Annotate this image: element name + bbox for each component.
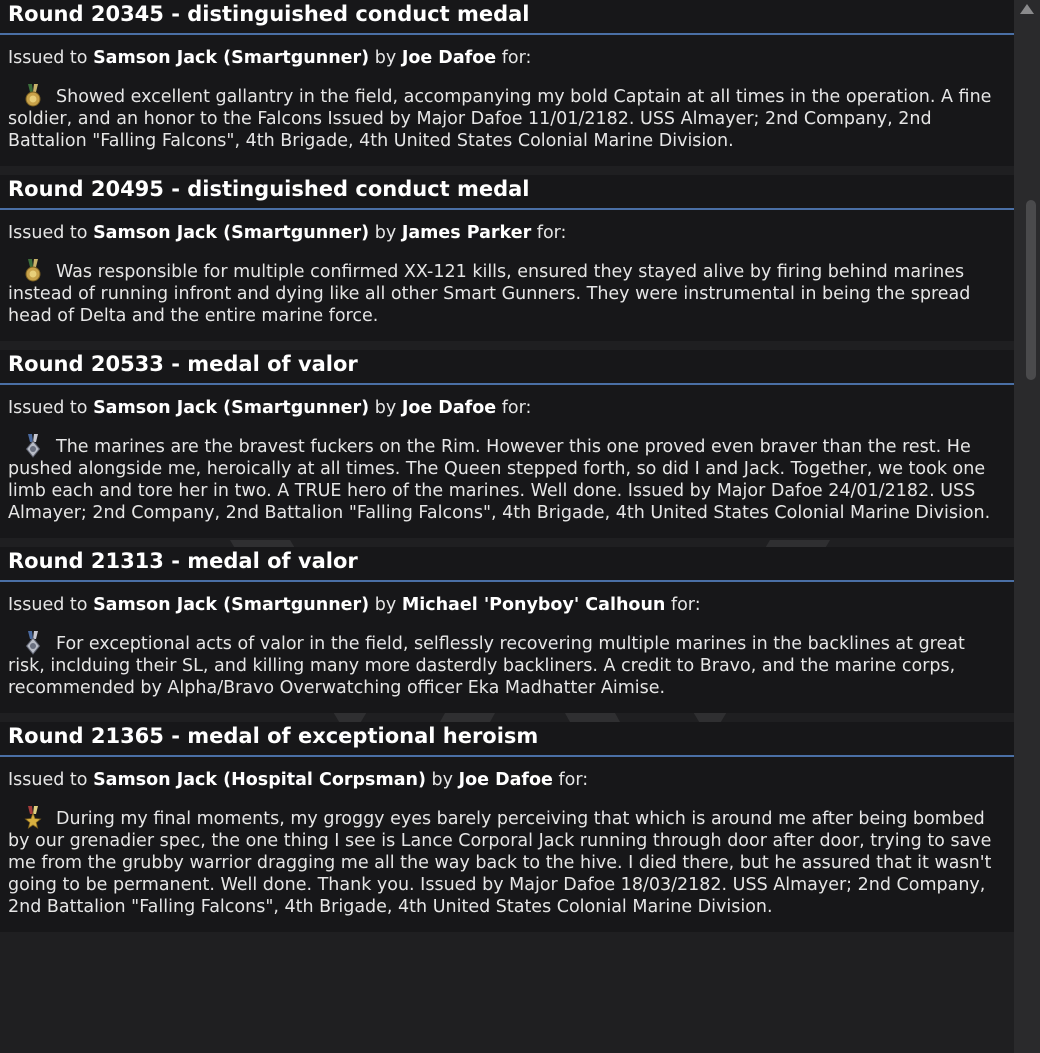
- medal-entry: [0, 0, 1014, 166]
- medal-entry: [0, 175, 1014, 341]
- issued-line: [0, 385, 1014, 419]
- silver-medal-icon: [22, 631, 44, 655]
- issuer-name: Michael 'Ponyboy' Calhoun: [401, 595, 666, 615]
- issuer-name: James Parker: [401, 223, 532, 243]
- for-label: for:: [536, 223, 567, 243]
- for-label: for:: [501, 48, 532, 68]
- scrollbar-thumb[interactable]: [1026, 200, 1036, 380]
- citation-text: Showed excellent gallantry in the field, accompanying my bold Captain at all times in the operation. A fine soldier, and an honor to the Falcons Issued by Major Dafoe 11/01/2182. USS Almayer; 2nd Company, 2nd Battalion "Falling Falcons", 4th Brigade, 4th United States Colonial Marine Division.: [0, 69, 1014, 166]
- issued-to-label: Issued to: [8, 595, 88, 615]
- recipient-name: Samson Jack (Hospital Corpsman): [93, 770, 426, 790]
- medal-title: Round 21365 - medal of exceptional heroism: [0, 722, 1014, 757]
- issued-to-label: Issued to: [8, 48, 88, 68]
- for-label: for:: [558, 770, 589, 790]
- gold-star-medal-icon: [22, 806, 44, 830]
- citation-text: During my final moments, my groggy eyes barely perceiving that which is around me after being bombed by our grenadier spec, the one thing I see is Lance Corporal Jack running through door after door, trying to save me from the grubby warrior dragging me all the way back to the hive. I died there, but he assured that it wasn't going to be permanent. Well done. Thank you. Issued by Major Dafoe 18/03/2182. USS Almayer; 2nd Company, 2nd Battalion "Falling Falcons", 4th Brigade, 4th United States Colonial Marine Division.: [0, 791, 1014, 932]
- medal-title: Round 20495 - distinguished conduct medal: [0, 175, 1014, 210]
- recipient-name: Samson Jack (Smartgunner): [93, 223, 370, 243]
- by-label: by: [374, 398, 397, 418]
- citation-text: For exceptional acts of valor in the field, selflessly recovering multiple marines in the backlines at great risk, inclduing their SL, and killing many more dasterdly backliners. A credit to Bravo, and the marine corps, recommended by Alpha/Bravo Overwatching officer Eka Madhatter Aimise.: [0, 616, 1014, 713]
- issuer-name: Joe Dafoe: [458, 770, 553, 790]
- issued-line: [0, 210, 1014, 244]
- by-label: by: [374, 595, 397, 615]
- medal-entry: [0, 350, 1014, 538]
- issued-line: [0, 35, 1014, 69]
- gold-medal-icon: [22, 259, 44, 283]
- issued-to-label: Issued to: [8, 398, 88, 418]
- by-label: by: [374, 48, 397, 68]
- medal-entry: [0, 547, 1014, 713]
- issued-to-label: Issued to: [8, 223, 88, 243]
- issued-line: [0, 757, 1014, 791]
- gold-medal-icon: [22, 84, 44, 108]
- medal-title: Round 21313 - medal of valor: [0, 547, 1014, 582]
- citation-text: Was responsible for multiple confirmed XX-121 kills, ensured they stayed alive by firing behind marines instead of running infront and dying like all other Smart Gunners. They were instrumental in being the spread head of Delta and the entire marine force.: [0, 244, 1014, 341]
- medal-title: Round 20345 - distinguished conduct medal: [0, 0, 1014, 35]
- medal-title: Round 20533 - medal of valor: [0, 350, 1014, 385]
- citation-text: The marines are the bravest fuckers on the Rim. However this one proved even braver than the rest. He pushed alongside me, heroically at all times. The Queen stepped forth, so did I and Jack. Together, we took one limb each and tore her in two. A TRUE hero of the marines. Well done. Issued by Major Dafoe 24/01/2182. USS Almayer; 2nd Company, 2nd Battalion "Falling Falcons", 4th Brigade, 4th United States Colonial Marine Division.: [0, 419, 1014, 538]
- vertical-scrollbar[interactable]: [1014, 0, 1040, 1053]
- for-label: for:: [670, 595, 701, 615]
- recipient-name: Samson Jack (Smartgunner): [93, 398, 370, 418]
- scroll-up-arrow-icon[interactable]: [1020, 4, 1034, 14]
- recipient-name: Samson Jack (Smartgunner): [93, 48, 370, 68]
- issued-to-label: Issued to: [8, 770, 88, 790]
- recipient-name: Samson Jack (Smartgunner): [93, 595, 370, 615]
- silver-medal-icon: [22, 434, 44, 458]
- issued-line: [0, 582, 1014, 616]
- medal-entry: [0, 722, 1014, 932]
- by-label: by: [374, 223, 397, 243]
- issuer-name: Joe Dafoe: [401, 48, 497, 68]
- by-label: by: [431, 770, 454, 790]
- for-label: for:: [501, 398, 532, 418]
- issuer-name: Joe Dafoe: [401, 398, 497, 418]
